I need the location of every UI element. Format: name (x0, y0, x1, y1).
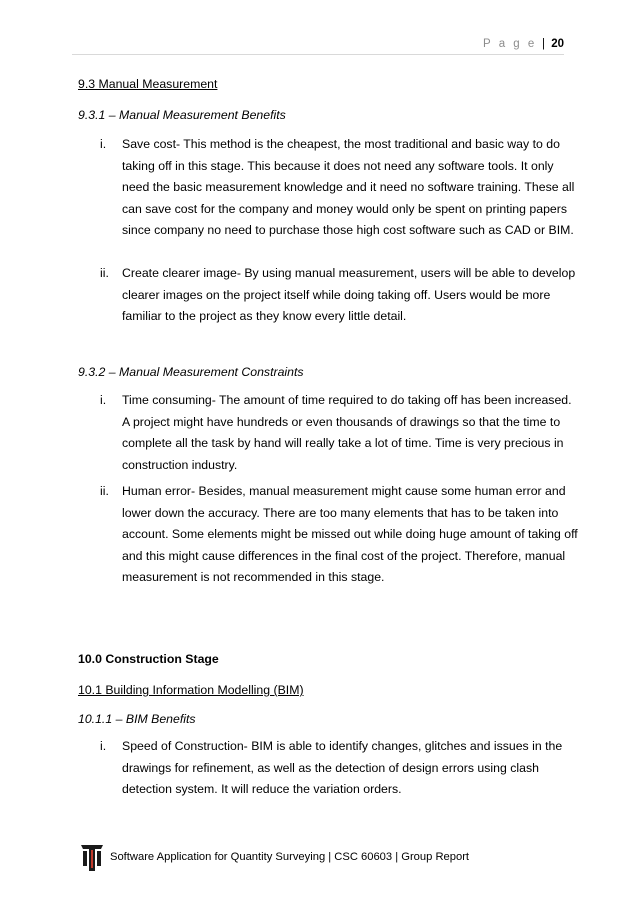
benefit-item (78, 263, 576, 328)
benefit-item (78, 134, 575, 242)
constraint-item (78, 390, 572, 476)
list-item-text: Time consuming- The amount of time required to do taking off has been increased. A project might have hundreds or even thousands of drawings so that the time to complete all the task by hand will really take a lot of time. Time is very precious in construction industry. (122, 393, 572, 472)
heading-9-3-2: 9.3.2 – Manual Measurement Constraints (78, 365, 304, 379)
list-marker: i. (100, 137, 107, 151)
page-label: P a g e (483, 38, 537, 50)
list-item-text: Human error- Besides, manual measurement might cause some human error and lower down the accuracy. There are too many elements that has to be taken into account. Some elements might be missed out while doing huge amount of taking off and this might cause differences in the final cost of the project. Therefore, manual measurement is not recommended in this stage. (122, 484, 578, 585)
heading-10-1: 10.1 Building Information Modelling (BIM) (78, 683, 304, 697)
page-header (72, 34, 564, 55)
header-separator: | (542, 38, 545, 50)
page-footer: Software Application for Quantity Surveying | CSC 60603 | Group Report (110, 851, 470, 863)
bim-benefit-item (78, 736, 568, 801)
heading-10-1-1: 10.1.1 – BIM Benefits (78, 712, 196, 726)
heading-9-3-1: 9.3.1 – Manual Measurement Benefits (78, 108, 286, 122)
heading-9-3: 9.3 Manual Measurement (78, 77, 218, 91)
university-logo-icon (80, 844, 104, 872)
list-marker: ii. (100, 266, 109, 280)
page-number: 20 (551, 38, 564, 50)
list-marker: ii. (100, 484, 109, 498)
list-item-text: Save cost- This method is the cheapest, the most traditional and basic way to do taking off in this stage. This because it does not need any software tools. It only need the basic measurement knowledge and it need no software training. These all can save cost for the company and money would only be spent on printing papers since company no need to purchase those high cost software such as CAD or BIM. (122, 137, 575, 238)
list-marker: i. (100, 393, 107, 407)
list-item-text: Create clearer image- By using manual measurement, users will be able to develop clearer images on the project itself while doing taking off. Users would be more familiar to the project as they know every little detail. (122, 266, 576, 324)
list-item-text: Speed of Construction- BIM is able to identify changes, glitches and issues in the drawings for refinement, as well as the detection of design errors using clash detection system. It will reduce the variation orders. (122, 739, 563, 797)
constraint-item (78, 481, 578, 589)
heading-10-0: 10.0 Construction Stage (78, 652, 219, 666)
list-marker: i. (100, 739, 107, 753)
